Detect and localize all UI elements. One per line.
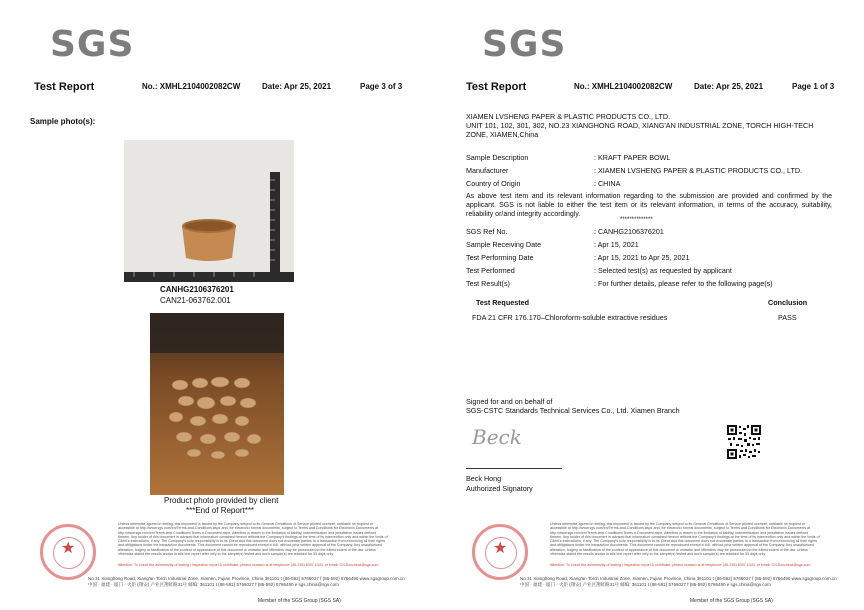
photo-caption-sample-id: CAN21-063762.001: [160, 296, 231, 305]
qr-code-icon: [726, 424, 762, 460]
applicant-address-line1: UNIT 101, 102, 301, 302, NO.23 XIANGHONG ROAD, XIANG'AN INDUSTRIAL ZONE, TORCH HIGH-TECH: [466, 121, 814, 130]
report-page-1: SGS Test Report No.: XMHL2104002082CW Date: Apr 25, 2021 Page 1 of 3 XIAMEN LVSHENG PAPER & PLASTIC PRODUCTS CO., LTD. UNIT 101, 102, 301, 302, NO.23 XIANGHONG ROAD, XIANG'AN INDUSTRIAL ZONE, TORCH HIGH-TECH ZONE, XIAMEN,China Sample Description : KRAFT PAPER BOWL Manufacturer : XIAMEN LVSHENG PAPER & PLASTIC PRODUCTS CO., LTD. Country of Origin : CHINA As above test item and its relevant information regarding to the submission are provided and confirmed by the applicant. SGS is not liable to either the test item or its relevant information, in terms of the accuracy, suitability, reliability or/and integrity accordingly. ************** SGS Ref No. : CANHG2106376201 Sample Receiving Date : Apr 15, 2021 Test Performing Date : Apr 15, 2021 to Apr 25, 2021 Test Performed : Selected test(s) as requested by applicant Test Result(s) : For further details, please refer to the following page(s) Test Requested Conclusion FDA 21 CFR 176.170–Chloroform-soluble extractive residues PASS Signed for and on behalf of SGS-CSTC Standards Technical Services Co., Ltd. Xiamen Branch Beck Beck Hong Authorized Signatory ★ Unless otherwise agreed in writing, this document is issued by the Company subject to its General Conditions of Service printed overleaf, available on request or accessible at http://www.sgs.com/en/Terms-and-Conditions.aspx and, for electronic format documents, subject to Terms and Conditions for Electronic Documents at http://www.sgs.com/en/Terms-and-Conditions/Terms-e-Document.aspx. Attention is drawn to the limitation of liability, indemnification and jurisdiction issues defined therein. Any holder of this document is advised that information contained hereon reflects the Company's findings at the time of its intervention only and within the limits of Client's instructions, if any. The Company's sole responsibility is to its Client and this document does not exonerate parties to a transaction from exercising all their rights and obligations under the transaction documents. This document cannot be reproduced except in full, without prior written approval of the Company. Any unauthorized alteration, forgery or falsification of the content or appearance of this document is unlawful and offenders may be prosecuted to the fullest extent of the law. Unless otherwise stated the results shown in this test report refer only to the sample(s) tested and such sample(s) are retained for 30 days only. Attention: To check the authenticity of testing / inspection report & certificate, please contact us at telephone: (86-755) 8307 1443, or email: CN.Doccheck@sgs.com No.31 Xianghong Road, Xiang'an Torch Industrial Zone, Xiamen, Fujian Province, China 361101 t (86-592) 5766027 f (86-592) 5766490 www.sgsgroup.com.cn 中国 · 福建 · 厦门 · 火炬 (翔安) 产业区翔虹路31号 邮编: 361101 t (86-592) 5766027 f (86-592) 5766490 e sgs.china@sgs.com Member of the SGS Group (SGS SA): [432, 0, 864, 610]
end-of-report: ***End of Report***: [186, 506, 255, 515]
table-header-test: Test Requested: [476, 298, 529, 307]
table-row-conclusion: PASS: [778, 313, 797, 322]
signature-line: [466, 468, 562, 469]
report-date: Date: Apr 25, 2021: [262, 82, 332, 91]
product-photo: [150, 313, 284, 495]
footer-fine-print: Unless otherwise agreed in writing, this document is issued by the Company subject to its General Conditions of Service printed overleaf, available on request or accessible at http://www.sgs.com/en/Terms-and-Conditions.aspx and, for electronic format documents, subject to Terms and Conditions for Electronic Documents at http://www.sgs.com/en/Terms-and-Conditions/Terms-e-Document.aspx. Attention is drawn to the limitation of liability, indemnification and jurisdiction issues defined therein. Any holder of this document is advised that information contained hereon reflects the Company's findings at the time of its intervention only and within the limits of Client's instructions, if any. The Company's sole responsibility is to its Client and this document does not exonerate parties to a transaction from exercising all their rights and obligations under the transaction documents. This document cannot be reproduced except in full, without prior written approval of the Company. Any unauthorized alteration, forgery or falsification of the content or appearance of this document is unlawful and offenders may be prosecuted to the fullest extent of the law. Unless otherwise stated the results shown in this test report refer only to the sample(s) tested and such sample(s) are retained for 30 days only.: [550, 522, 820, 557]
footer-address-en: No.31 Xianghong Road, Xiang'an Torch Industrial Zone, Xiamen, Fujian Province, China 361101 t (86-592) 5766027 f (86-592) 5766490 www.sgsgroup.com.cn: [88, 576, 405, 581]
report-number: No.: XMHL2104002082CW: [142, 82, 241, 91]
sgs-seal-stamp: [40, 524, 96, 580]
footer-fine-print: Unless otherwise agreed in writing, this document is issued by the Company subject to its General Conditions of Service printed overleaf, available on request or accessible at http://www.sgs.com/en/Terms-and-Conditions.aspx and, for electronic format documents, subject to Terms and Conditions for Electronic Documents at http://www.sgs.com/en/Terms-and-Conditions/Terms-e-Document.aspx. Attention is drawn to the limitation of liability, indemnification and jurisdiction issues defined therein. Any holder of this document is advised that information contained hereon reflects the Company's findings at the time of its intervention only and within the limits of Client's instructions, if any. The Company's sole responsibility is to its Client and this document does not exonerate parties to a transaction from exercising all their rights and obligations under the transaction documents. This document cannot be reproduced except in full, without prior written approval of the Company. Any unauthorized alteration, forgery or falsification of the content or appearance of this document is unlawful and offenders may be prosecuted to the fullest extent of the law. Unless otherwise stated the results shown in this test report refer only to the sample(s) tested and such sample(s) are retained for 30 days only.: [118, 522, 388, 557]
signatory-title: Authorized Signatory: [466, 484, 533, 493]
sgs-logo: SGS: [482, 24, 567, 65]
star-icon: ★: [493, 540, 508, 557]
member-of-sgs: Member of the SGS Group (SGS SA): [258, 598, 341, 604]
footer-attention: Attention: To check the authenticity of testing / inspection report & certificate, please contact us at telephone: (86-755) 8307 1443, or email: CN.Doccheck@sgs.com: [118, 563, 379, 567]
star-icon: ★: [61, 540, 76, 557]
footer-address-en: No.31 Xianghong Road, Xiang'an Torch Industrial Zone, Xiamen, Fujian Province, China 361101 t (86-592) 5766027 f (86-592) 5766490 www.sgsgroup.com.cn: [520, 576, 837, 581]
disclaimer-paragraph: As above test item and its relevant information regarding to the submission are provided and confirmed by the applicant. SGS is not liable to either the test item or its relevant information, in terms of the accuracy, suitability, reliability or/and integrity accordingly.: [466, 193, 832, 218]
bowl-photo-graphic: [124, 140, 294, 282]
sgs-seal-stamp: [472, 524, 528, 580]
table-header-conclusion: Conclusion: [768, 298, 808, 307]
report-number: No.: XMHL2104002082CW: [574, 82, 673, 91]
table-row-test: FDA 21 CFR 176.170–Chloroform-soluble extractive residues: [472, 313, 668, 322]
report-title: Test Report: [466, 81, 527, 93]
report-date: Date: Apr 25, 2021: [694, 82, 764, 91]
separator-stars: **************: [620, 217, 653, 223]
page-number: Page 3 of 3: [360, 82, 403, 91]
signed-on-behalf: Signed for and on behalf of: [466, 397, 553, 406]
report-title: Test Report: [34, 81, 95, 93]
signatory-name: Beck Hong: [466, 474, 502, 483]
sgs-logo: SGS: [50, 24, 135, 65]
footer-address-cn: 中国 · 福建 · 厦门 · 火炬 (翔安) 产业区翔虹路31号 邮编: 361101 t (86-592) 5766027 f (86-592) 5766490 e sgs.china@sgs.com: [520, 582, 771, 587]
product-photo-graphic: [150, 313, 284, 495]
sample-photo-bowl: [124, 140, 294, 282]
sample-photos-label: Sample photo(s):: [30, 117, 96, 126]
applicant-name: XIAMEN LVSHENG PAPER & PLASTIC PRODUCTS CO., LTD.: [466, 112, 671, 121]
footer-address-cn: 中国 · 福建 · 厦门 · 火炬 (翔安) 产业区翔虹路31号 邮编: 361101 t (86-592) 5766027 f (86-592) 5766490 e sgs.china@sgs.com: [88, 582, 339, 587]
signature: Beck: [472, 425, 522, 449]
signing-company: SGS-CSTC Standards Technical Services Co., Ltd. Xiamen Branch: [466, 406, 680, 415]
applicant-address-line2: ZONE, XIAMEN,China: [466, 130, 539, 139]
photo-caption-ref: CANHG2106376201: [160, 285, 234, 294]
page-number: Page 1 of 3: [792, 82, 835, 91]
member-of-sgs: Member of the SGS Group (SGS SA): [690, 598, 773, 604]
product-photo-caption: Product photo provided by client: [164, 496, 279, 505]
footer-attention: Attention: To check the authenticity of testing / inspection report & certificate, please contact us at telephone: (86-755) 8307 1443, or email: CN.Doccheck@sgs.com: [550, 563, 811, 567]
